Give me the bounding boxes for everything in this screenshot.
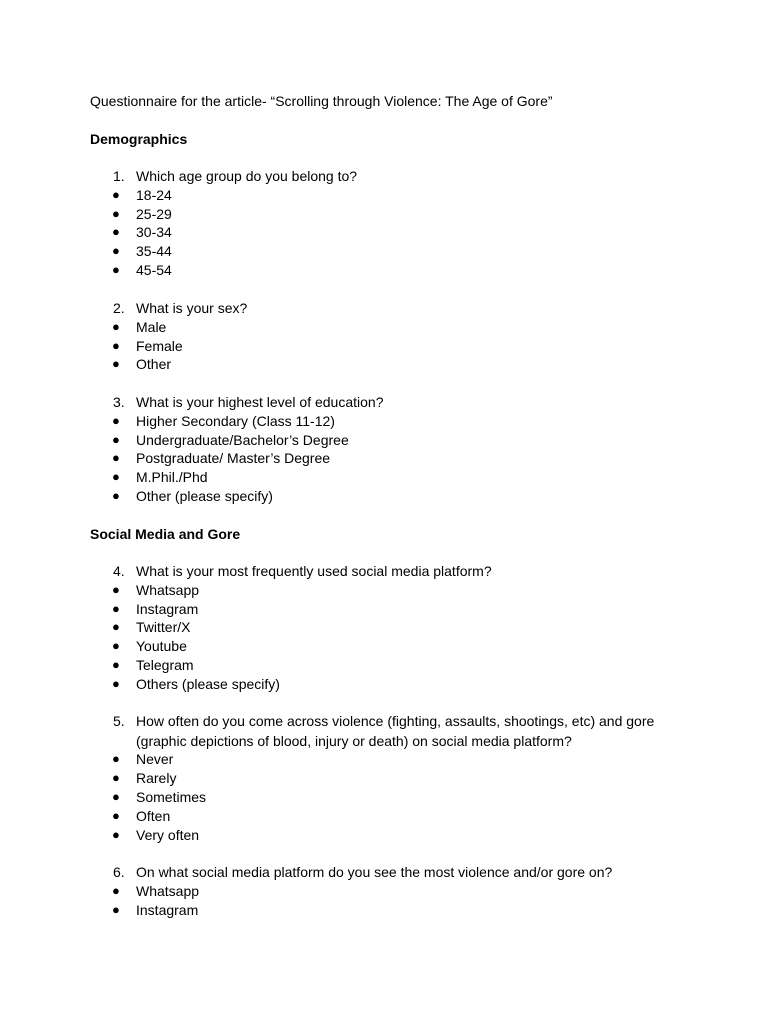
- option-item: [0, 431, 768, 450]
- option-item: [0, 223, 768, 242]
- section-heading-social-media-and-gore: Social Media and Gore: [90, 526, 241, 542]
- option-item: [0, 242, 768, 261]
- option-item: [0, 882, 768, 901]
- question-number: 3.: [113, 394, 125, 410]
- option-label: Undergraduate/Bachelor’s Degree: [136, 431, 349, 448]
- question-text: What is your sex?: [136, 300, 248, 316]
- option-label: 25-29: [136, 205, 172, 222]
- option-item: [0, 186, 768, 205]
- bullet-icon: ●: [112, 431, 120, 447]
- question-6: [0, 863, 768, 919]
- option-label: Whatsapp: [136, 581, 200, 598]
- question-4: [0, 562, 768, 694]
- option-item: [0, 468, 768, 487]
- option-label: Twitter/X: [136, 619, 191, 636]
- option-label: Youtube: [136, 638, 187, 655]
- option-label: Very often: [136, 826, 200, 843]
- option-item: [0, 901, 768, 920]
- option-item: [0, 637, 768, 656]
- bullet-icon: ●: [112, 224, 120, 240]
- option-label: Female: [136, 337, 183, 354]
- option-label: Other: [136, 356, 172, 373]
- option-label: Telegram: [136, 656, 194, 673]
- option-label: Postgraduate/ Master’s Degree: [136, 450, 331, 467]
- option-item: [0, 656, 768, 675]
- bullet-icon: ●: [112, 807, 120, 823]
- option-item: [0, 600, 768, 619]
- option-item: [0, 807, 768, 826]
- bullet-icon: ●: [112, 205, 120, 221]
- option-label: 45-54: [136, 261, 172, 278]
- options-list: [0, 412, 768, 506]
- option-item: [0, 581, 768, 600]
- option-item: [0, 788, 768, 807]
- option-item: [0, 618, 768, 637]
- question-3: [0, 393, 768, 506]
- section-heading-demographics: Demographics: [90, 131, 188, 147]
- option-label: 18-24: [136, 186, 172, 203]
- bullet-icon: ●: [112, 318, 120, 334]
- bullet-icon: ●: [112, 356, 120, 372]
- bullet-icon: ●: [112, 600, 120, 616]
- options-list: [0, 186, 768, 280]
- question-text: On what social media platform do you see the most violence and/or gore on?: [136, 864, 613, 880]
- question-1: [0, 167, 768, 280]
- question-number: 2.: [113, 300, 125, 316]
- option-item: [0, 487, 768, 506]
- option-label: Instagram: [136, 901, 199, 918]
- option-item: [0, 412, 768, 431]
- option-label: Often: [136, 807, 171, 824]
- option-label: M.Phil./Phd: [136, 469, 208, 486]
- bullet-icon: ●: [112, 469, 120, 485]
- bullet-icon: ●: [112, 656, 120, 672]
- question-number: 4.: [113, 563, 125, 579]
- question-2: [0, 299, 768, 374]
- option-item: [0, 318, 768, 337]
- options-list: [0, 318, 768, 374]
- question-number: 6.: [113, 864, 125, 880]
- bullet-icon: ●: [112, 243, 120, 259]
- option-label: Instagram: [136, 600, 199, 617]
- option-item: [0, 750, 768, 769]
- option-label: Sometimes: [136, 788, 207, 805]
- option-item: [0, 261, 768, 280]
- option-label: 35-44: [136, 243, 172, 260]
- bullet-icon: ●: [112, 901, 120, 917]
- option-label: Others (please specify): [136, 675, 280, 692]
- bullet-icon: ●: [112, 751, 120, 767]
- bullet-icon: ●: [112, 788, 120, 804]
- option-label: Other (please specify): [136, 487, 273, 504]
- bullet-icon: ●: [112, 581, 120, 597]
- bullet-icon: ●: [112, 412, 120, 428]
- bullet-icon: ●: [112, 450, 120, 466]
- bullet-icon: ●: [112, 675, 120, 691]
- bullet-icon: ●: [112, 337, 120, 353]
- option-item: [0, 826, 768, 845]
- bullet-icon: ●: [112, 619, 120, 635]
- option-label: Whatsapp: [136, 882, 200, 899]
- options-list: [0, 581, 768, 694]
- option-label: 30-34: [136, 224, 172, 241]
- question-text: Which age group do you belong to?: [136, 168, 358, 184]
- option-label: Male: [136, 318, 167, 335]
- question-number: 1.: [113, 168, 125, 184]
- question-number: 5.: [113, 713, 125, 729]
- bullet-icon: ●: [112, 261, 120, 277]
- options-list: [0, 750, 768, 844]
- option-item: [0, 337, 768, 356]
- option-label: Never: [136, 751, 174, 768]
- question-text: What is your highest level of education?: [136, 394, 384, 410]
- option-item: [0, 355, 768, 374]
- bullet-icon: ●: [112, 638, 120, 654]
- document-title: Questionnaire for the article- “Scrolling through Violence: The Age of Gore”: [90, 93, 553, 109]
- bullet-icon: ●: [112, 770, 120, 786]
- option-item: [0, 449, 768, 468]
- bullet-icon: ●: [112, 882, 120, 898]
- option-label: Rarely: [136, 770, 177, 787]
- bullet-icon: ●: [112, 826, 120, 842]
- bullet-icon: ●: [112, 487, 120, 503]
- bullet-icon: ●: [112, 186, 120, 202]
- question-5: [0, 712, 768, 844]
- question-text: How often do you come across violence (fighting, assaults, shootings, etc) and gore (graphic depictions of blood, injury or death) on social media platform?: [136, 713, 655, 749]
- options-list: [0, 882, 768, 920]
- option-label: Higher Secondary (Class 11-12): [136, 412, 335, 429]
- option-item: [0, 205, 768, 224]
- option-item: [0, 769, 768, 788]
- question-text: What is your most frequently used social media platform?: [136, 563, 492, 579]
- option-item: [0, 675, 768, 694]
